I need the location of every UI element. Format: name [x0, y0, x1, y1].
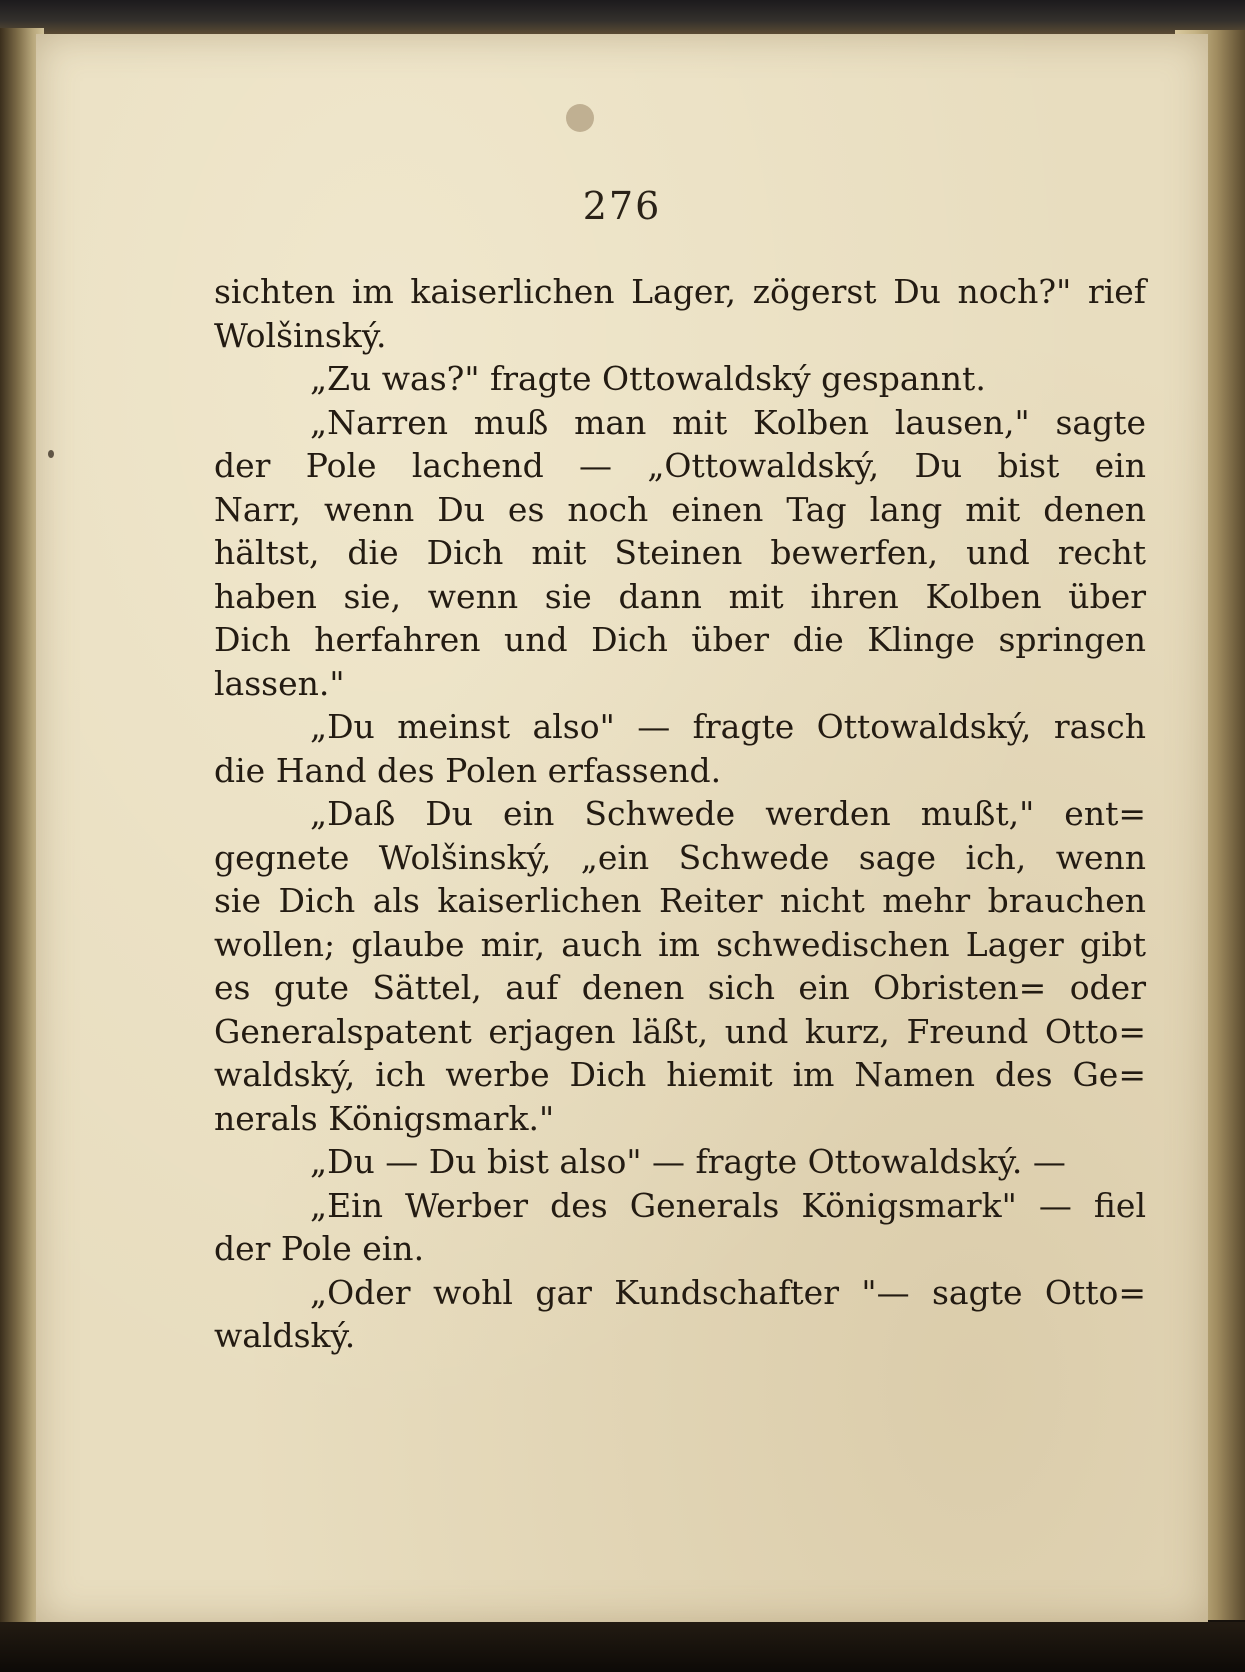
page-number: 276 — [582, 184, 662, 228]
paragraph — [214, 705, 1146, 792]
text-line: es gute Sättel, auf denen sich ein Obristen= oder — [214, 968, 1146, 1007]
text-line: die Hand des Polen erfassend. — [214, 750, 722, 790]
text-line: Generalspatent erjagen läßt, und kurz, Freund Otto= — [214, 1011, 1146, 1051]
paragraph — [214, 270, 1146, 357]
text-line: wollen; glaube mir, auch im schwedischen Lager gibt — [214, 924, 1146, 964]
text-line: „Du — Du bist also" — fragte Ottowaldský. — — [310, 1142, 1066, 1181]
text-line: der Pole ein. — [214, 1229, 425, 1268]
text-line: lassen." — [214, 663, 345, 703]
paragraph — [214, 1184, 1146, 1271]
text-line: Wolšinský. — [214, 315, 387, 355]
paragraph — [214, 357, 1146, 401]
text-line: waldský, ich werbe Dich hiemit im Namen des Ge= — [214, 1055, 1146, 1094]
scan-bottom-border — [0, 1622, 1245, 1672]
text-line: „Daß Du ein Schwede werden mußt," ent= — [310, 794, 1146, 833]
text-line: waldský. — [214, 1316, 356, 1355]
paragraph — [214, 401, 1146, 706]
body-text — [214, 270, 1146, 1358]
scan-top-border — [0, 0, 1245, 34]
text-line: nerals Königsmark." — [214, 1098, 555, 1138]
text-line: gegnete Wolšinský, „ein Schwede sage ich, wenn — [214, 837, 1146, 877]
paragraph — [214, 792, 1146, 1140]
text-line: „Oder wohl gar Kundschafter "— sagte Otto= — [310, 1272, 1146, 1312]
paper-stain — [566, 104, 594, 132]
paper-stain — [48, 450, 54, 458]
text-line: „Ein Werber des Generals Königsmark" — fiel — [310, 1185, 1146, 1225]
text-line: „Narren muß man mit Kolben lausen," sagte — [310, 402, 1146, 442]
text-line: „Du meinst also" — fragte Ottowaldský, rasch — [310, 707, 1146, 746]
text-line: hältst, die Dich mit Steinen bewerfen, und recht — [214, 533, 1146, 572]
text-line: „Zu was?" fragte Ottowaldský gespannt. — [310, 359, 986, 398]
paragraph — [214, 1271, 1146, 1358]
page-paper — [36, 34, 1208, 1624]
paragraph — [214, 1140, 1146, 1184]
text-line: haben sie, wenn sie dann mit ihren Kolben über — [214, 576, 1146, 616]
text-line: sichten im kaiserlichen Lager, zögerst Du noch?" rief — [214, 272, 1146, 311]
text-line: sie Dich als kaiserlichen Reiter nicht mehr brauchen — [214, 881, 1146, 920]
text-line: Narr, wenn Du es noch einen Tag lang mit denen — [214, 489, 1146, 529]
text-line: Dich herfahren und Dich über die Klinge springen — [214, 620, 1146, 659]
text-line: der Pole lachend — „Ottowaldský, Du bist ein — [214, 446, 1146, 485]
